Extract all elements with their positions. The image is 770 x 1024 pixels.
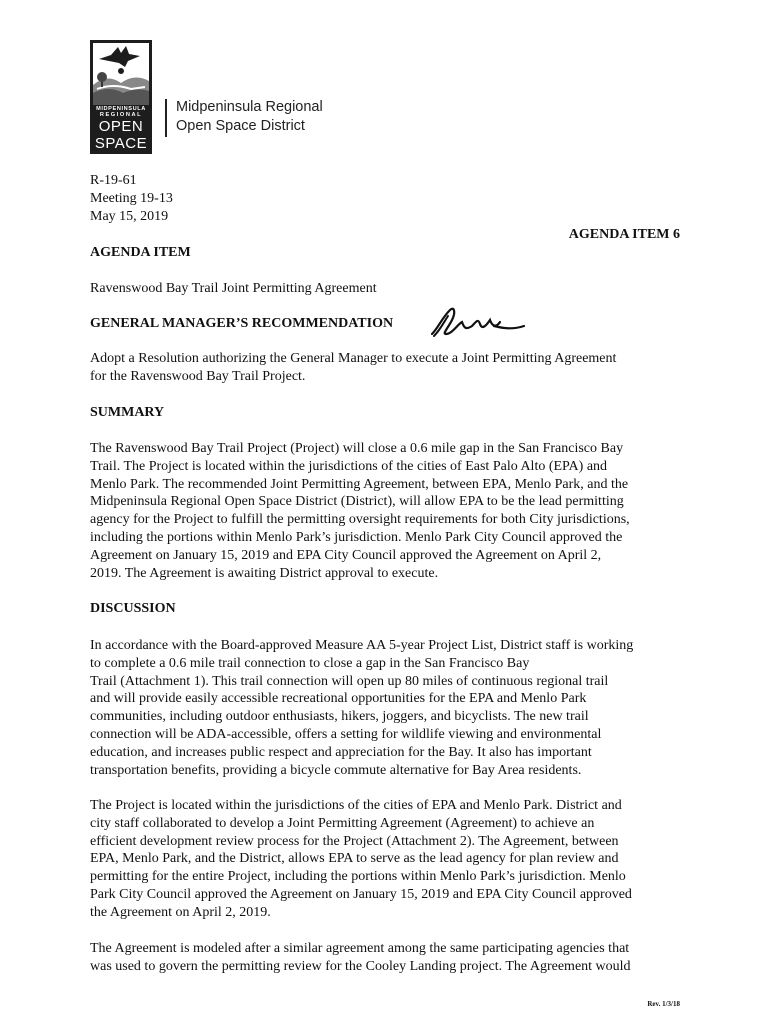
recommendation-heading: GENERAL MANAGER’S RECOMMENDATION (90, 316, 394, 331)
revision-note: Rev. 1/3/18 (647, 1000, 680, 1008)
logo-text-line1: MIDPENINSULA (96, 106, 146, 112)
agenda-item-heading: AGENDA ITEM (90, 245, 191, 260)
district-logo-icon (90, 40, 152, 154)
text-line: agency for the Project to fulfill the permitting oversight requirements for both City jurisdictions, (90, 512, 630, 528)
handwritten-initials-icon (428, 300, 526, 342)
text-line: including the portions within Menlo Park’s jurisdiction. Menlo Park City Council approved the (90, 529, 623, 545)
report-meta (90, 172, 173, 226)
text-line: permitting for the entire Project, including the portions within Menlo Park’s jurisdiction. Menlo (90, 869, 626, 885)
text-line: the Agreement on April 2, 2019. (90, 904, 271, 920)
text-line: 2019. The Agreement is awaiting District approval to execute. (90, 565, 439, 581)
text-line: Adopt a Resolution authorizing the General Manager to execute a Joint Permitting Agreement (90, 351, 617, 366)
discussion-paragraph-1 (90, 637, 690, 779)
text-line: The Project is located within the jurisdictions of the cities of EPA and Menlo Park. District and (90, 798, 622, 813)
logo-scene (93, 43, 149, 105)
text-line: efficient development review process for the Project (Attachment 2). The Agreement, between (90, 833, 619, 849)
text-line: The Ravenswood Bay Trail Project (Project) will close a 0.6 mile gap in the San Francisco Bay (90, 441, 624, 456)
meeting-number: Meeting 19-13 (90, 191, 173, 206)
text-line: EPA, Menlo Park, and the District, allows EPA to serve as the lead agency for plan review and (90, 851, 619, 867)
text-line: Agreement on January 15, 2019 and EPA City Council approved the Agreement on April 2, (90, 547, 602, 563)
summary-body (90, 440, 690, 582)
text-line: Trail (Attachment 1). This trail connection will open up 80 miles of continuous regional trail (90, 673, 609, 689)
text-line: was used to govern the permitting review for the Cooley Landing project. The Agreement would (90, 958, 631, 974)
text-line: Park City Council approved the Agreement on January 15, 2019 and EPA City Council approved (90, 886, 632, 902)
logo-text-line3: OPEN (98, 118, 144, 135)
logo-text-line2: REGIONAL (99, 112, 143, 118)
discussion-paragraph-3 (90, 940, 690, 976)
text-line: In accordance with the Board-approved Measure AA 5-year Project List, District staff is working (90, 638, 634, 653)
recommendation-body (90, 350, 690, 386)
text-line: connection will be ADA-accessible, offers a setting for wildlife viewing and environmental (90, 726, 602, 742)
text-line: Menlo Park. The recommended Joint Permitting Agreement, between EPA, Menlo Park, and the (90, 476, 629, 492)
logo-text-line4: SPACE (94, 135, 148, 152)
text-line: to complete a 0.6 mile trail connection to close a gap in the San Francisco Bay (90, 655, 530, 671)
report-number: R-19-61 (90, 173, 137, 188)
agenda-item-title: Ravenswood Bay Trail Joint Permitting Agreement (90, 281, 377, 296)
discussion-heading: DISCUSSION (90, 601, 176, 616)
text-line: education, and increases public respect and appreciation for the Bay. It also has important (90, 744, 592, 760)
text-line: transportation benefits, providing a bicycle commute alternative for Bay Area residents. (90, 762, 582, 778)
text-line: and will provide easily accessible recreational opportunities for the EPA and Menlo Park (90, 691, 587, 707)
summary-heading: SUMMARY (90, 405, 165, 420)
text-line: communities, including outdoor enthusiasts, hikers, joggers, and bicyclists. The new trail (90, 709, 589, 725)
text-line: The Agreement is modeled after a similar agreement among the same participating agencies that (90, 941, 630, 956)
agenda-item-number: AGENDA ITEM 6 (568, 227, 680, 242)
district-name-line1: Midpeninsula Regional (176, 99, 323, 115)
district-name (176, 98, 323, 136)
header-divider (165, 99, 167, 137)
text-line: city staff collaborated to develop a Joint Permitting Agreement (Agreement) to achieve an (90, 815, 595, 831)
text-line: Midpeninsula Regional Open Space District (District), will allow EPA to be the lead permitting (90, 494, 624, 510)
discussion-paragraph-2 (90, 797, 690, 922)
text-line: for the Ravenswood Bay Trail Project. (90, 368, 306, 384)
bird-over-hills-icon (93, 43, 149, 105)
text-line: Trail. The Project is located within the jurisdictions of the cities of East Palo Alto (EPA) and (90, 458, 608, 474)
district-name-line2: Open Space District (176, 118, 305, 134)
meeting-date: May 15, 2019 (90, 209, 169, 224)
